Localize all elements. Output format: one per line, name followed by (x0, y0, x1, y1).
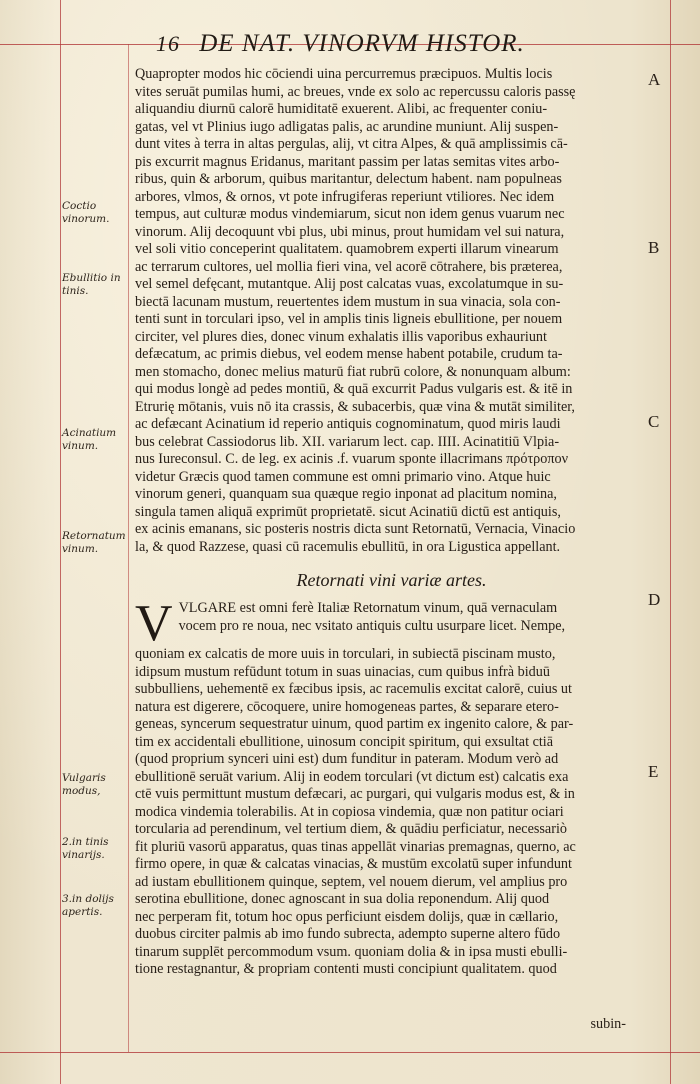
paragraph-1-line: vel semel defęcant, mutantque. Alij post calcatas vuas, excolatumque in su- (135, 276, 564, 292)
paragraph-1-line: tenti sunt in torculari ipso, vel in amplis tinis ligneis ebullitione, per nouem (135, 311, 563, 327)
paragraph-2-line: ctē vuis permittunt mustum defæcari, ac purgari, qui vulgaris modus est, & in (135, 786, 575, 802)
paragraph-2-line: geneas, syncerum sequestratur uinum, quod partim ex ingenito calore, & par- (135, 716, 574, 732)
paragraph-2-line: tinarum supplēt percommodum vsum. quoniam dolia & in ipsa musti ebulli- (135, 943, 568, 960)
side-note-ebullitio: Ebullitio in tinis. (62, 272, 121, 297)
margin-letter-a: A (648, 70, 661, 89)
drop-cap: V (135, 595, 173, 652)
paragraph-2-opening-line: VLGARE est omni ferè Italiæ Retornatum vinum, quā vernaculam (178, 600, 558, 616)
paragraph-1-line: bus celebrat Cassiodorus lib. XII. variarum lect. cap. IIII. Acinatitiū Vlpia- (135, 433, 560, 450)
paragraph-2 (135, 595, 648, 979)
paragraph-1-line: vinorum. Alij decoquunt vbi plus, ubi minus, prout humidam vel sui natura, (135, 223, 565, 240)
paragraph-1-line: vinorum generi, quanquam sua quæque regio inponat ad placitum nomina, (135, 486, 557, 502)
paragraph-2-line: modica vindemia tolerabilis. At in copiosa vindemia, quæ non patitur ociari (135, 803, 564, 820)
paragraph-2-line: (quod proprium synceri uini est) dum funditur in pateram. Modum verò ad (135, 751, 559, 767)
paragraph-2-line: firmo opere, in quæ & calcatas vinacias, & mustūm excolatū super infundunt (135, 856, 572, 872)
paragraph-2-line: ad iustam ebullitionem quinque, septem, vel nouem dierum, vel amplius pro (135, 873, 568, 890)
side-note-coctio: Coctio vinorum. (62, 200, 110, 225)
paragraph-1-line: ac terrarum cultores, uel mollia fieri vina, vel acorē cōtrahere, bis præterea, (135, 258, 563, 275)
paragraph-1-line: arbores, vlmos, & ornos, vt pote infrugiferas reperiunt vtiliores. Nec idem (135, 188, 555, 205)
paragraph-1-line: vel soli vitio conceperint qualitatem. quamobrem experti illarum vinearum (135, 241, 559, 257)
catchword: subin- (590, 1016, 626, 1032)
paragraph-1-line: dunt vites à terra in altas pergulas, alij, vt citra Alpes, & quā amplissimis cā- (135, 136, 568, 152)
paragraph-2-line: tim ex accidentali ebullitione, uinosum concipit spiritum, qui exsultat ctiā (135, 733, 554, 750)
left-margin-rule (60, 0, 61, 1084)
paragraph-1-line: gatas, vel vt Plinius iugo adligatas palis, ac arundine muniunt. Alij suspen- (135, 118, 559, 135)
paragraph-1-line: singula tamen aliquā exprimūt proprietatē. sicut Acinatiū dictū est antiquis, (135, 503, 561, 520)
paragraph-2-line: tione restagnantur, & propriam contenti musti concipiunt qualitatem. quod (135, 961, 557, 977)
paragraph-1 (135, 66, 648, 556)
paragraph-2-line: serotina ebullitione, donec agnoscant in sua dolia reponendum. Alij quod (135, 891, 550, 907)
paragraph-1-line: aliquandiu diurnū calorē humiditatē exuerent. Alibi, ac frequenter coniu- (135, 101, 548, 117)
paragraph-2-line: ebullitionē seruāt varium. Alij in eodem torculari (vt dictum est) calcatis exa (135, 768, 569, 785)
paragraph-2-line: torcularia ad perendinum, vel tertium diem, & quādiu perficiatur, necessariò (135, 821, 567, 837)
running-title: DE NAT. VINORVM HISTOR. (199, 30, 525, 57)
paragraph-1-line: circiter, vel plures dies, donec vinum exhalatis illis vaporibus exhauriunt (135, 328, 547, 345)
paragraph-1-line: vites seruāt pumilas humi, ac breues, vnde ex solo ac repercussu caloris passę (135, 83, 576, 100)
paragraph-1-line: tempus, aut culturæ modus vindemiarum, sicut non idem genus vuarum nec (135, 206, 565, 222)
paragraph-1-line: ac defæcant Acinatium id reperio antiquis cognominatum, quod miris laudi (135, 416, 561, 432)
side-note-vulgaris: Vulgaris modus, (62, 772, 106, 797)
paragraph-1-line: qui modus longè ad pedes montiū, & quā excurrit Padus vulgaris est. & itē in (135, 381, 573, 397)
paragraph-2-line: natura est digerere, cōcoquere, unire homogeneas partes, & separare etero- (135, 698, 559, 715)
paragraph-1-line: ribus, quin & arborum, quibus maritantur, delectum habent. nam populneas (135, 171, 562, 187)
paragraph-1-line: biectā lacunam mustum, reuertentes idem mustum in sua vinacia, sola con- (135, 293, 561, 310)
margin-letter-d: D (648, 590, 661, 609)
margin-letter-c: C (648, 412, 660, 431)
side-note-tinis: 2.in tinis vinarijs. (62, 836, 109, 861)
paragraph-2-line: subbulliens, uehementē ex fæcibus ipsis, ac racemulis excitat calorē, cuius ut (135, 681, 572, 697)
paragraph-2-body (135, 646, 648, 979)
running-head (156, 30, 626, 58)
margin-letter-b: B (648, 238, 660, 257)
paragraph-1-line: videtur Græcis quod tamen commune est omni primario vino. Atque huic (135, 468, 551, 485)
paragraph-1-line: ex acinis emanans, sic posteris nostris dicta sunt Retornatū, Vernacia, Vinacio (135, 521, 576, 537)
paragraph-2-line: quoniam ex calcatis de more uuis in torculari, in subiectā piscinam musto, (135, 646, 556, 662)
side-note-acinatium: Acinatium vinum. (62, 427, 117, 452)
paragraph-2-line: nec perperam fit, totum hoc opus perficiunt eisdem dolijs, quæ in cællario, (135, 908, 559, 925)
paragraph-2-line: duobus circiter palmis ab imo fundo subrecta, adempto superne altero fūdo (135, 926, 561, 942)
paragraph-2-line: idipsum mustum refūdunt totum in suas uinacias, cum quibus infrà biduū (135, 663, 550, 680)
paragraph-1-line: Etrurię mōtanis, vuis nō ita crassis, & subacerbis, quæ vina & mutāt similiter, (135, 398, 575, 415)
paragraph-1-line: defæcatum, ac primis diebus, vel eodem mense habent potabile, crudum ta- (135, 346, 563, 362)
paragraph-1-line: pis excurrit magnus Eridanus, maritant passim per latas semitas vites arbo- (135, 153, 560, 170)
side-note-dolijs: 3.in dolijs apertis. (62, 893, 114, 918)
paragraph-2-opening (135, 600, 648, 635)
right-margin-rule (670, 0, 671, 1084)
bottom-rule (0, 1052, 700, 1053)
paragraph-1-line: la, & quod Razzese, quasi cū racemulis ebullitū, in ora Ligustica appellant. (135, 538, 561, 555)
section-title: Retornati vini variæ artes. (296, 570, 487, 590)
paragraph-1-line: men stomacho, donec melius maturū fiat rubrū colore, & nonunquam album: (135, 363, 571, 380)
paragraph-1-line: nus Iureconsul. C. de leg. ex acinis .f. vuarum sponte illacrimans πρότροπον (135, 451, 569, 467)
paragraph-1-line: Quapropter modos hic cōciendi uina percurremus præcipuos. Multis locis (135, 66, 553, 82)
side-note-retornatum: Retornatum vinum. (62, 530, 126, 555)
page-number: 16 (156, 31, 180, 56)
paragraph-2-line: fit pluriū vasorū apparatus, quas tinas appellāt vinarias premagnas, querno, ac (135, 838, 576, 855)
margin-letter-e: E (648, 762, 659, 781)
paragraph-2-opening-line: vocem pro re noua, nec vsitato antiquis cultu usurpare licet. Nempe, (178, 617, 566, 634)
